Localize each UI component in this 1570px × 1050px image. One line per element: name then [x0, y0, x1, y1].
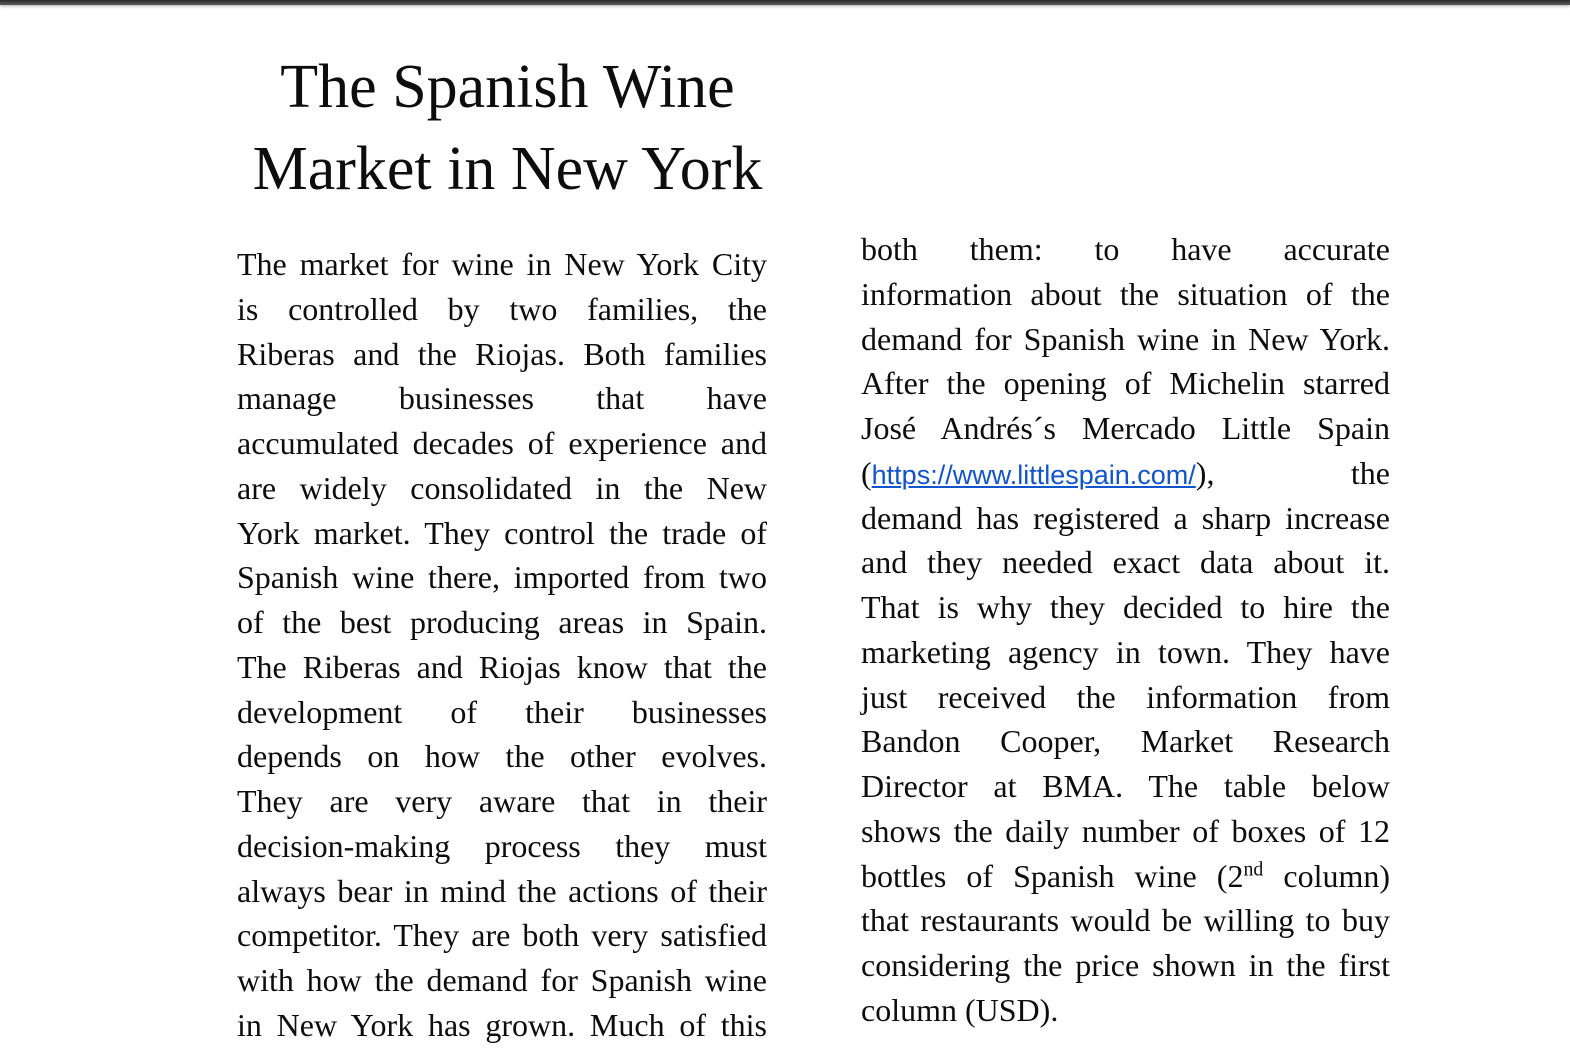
text-line: are widely consolidated in the New: [237, 469, 767, 506]
text-line: both them: to have accurate: [861, 231, 1390, 267]
text-line: demand has registered a sharp increase: [861, 499, 1390, 536]
text-line: marketing agency in town. They have: [861, 633, 1390, 670]
paren-close: ),: [1195, 454, 1215, 491]
text-line: and they needed exact data about it.: [861, 544, 1390, 581]
window-top-edge: [0, 0, 1570, 5]
ordinal-superscript: nd: [1243, 857, 1264, 880]
text-line: Bandon Cooper, Market Research: [861, 723, 1390, 760]
text-line: York market. They control the trade of: [237, 514, 767, 551]
right-column: [861, 227, 1390, 1033]
title-line: Market in New York: [252, 135, 763, 203]
link-line-tail: the: [1350, 454, 1390, 491]
document-title: [237, 46, 778, 210]
text-line: The market for wine in New York City: [237, 246, 767, 282]
text-line-last: column (USD).: [861, 991, 1059, 1028]
text-line: The Riberas and Riojas know that the: [237, 648, 767, 685]
title-line: The Spanish Wine: [280, 53, 735, 121]
text-line: demand for Spanish wine in New York.: [861, 320, 1390, 357]
text-line: shows the daily number of boxes of 12: [861, 812, 1390, 849]
text-line: information about the situation of the: [861, 275, 1390, 312]
text-line: just received the information from: [861, 678, 1390, 715]
littlespain-link[interactable]: https://www.littlespain.com/: [871, 459, 1196, 490]
text-line: that restaurants would be willing to buy: [861, 902, 1390, 939]
text-line: José Andrés´s Mercado Little Spain: [861, 410, 1390, 446]
text-line: competitor. They are both very satisfied: [237, 917, 767, 954]
text-line: always bear in mind the actions of their: [237, 872, 767, 909]
text-line: depends on how the other evolves.: [237, 738, 767, 775]
text-line: They are very aware that in their: [237, 783, 767, 819]
text-line: After the opening of Michelin starred: [861, 365, 1390, 402]
text-line: Riberas and the Riojas. Both families: [237, 335, 767, 372]
sup-line-before: bottles of Spanish wine (2: [861, 857, 1244, 894]
text-line: of the best producing areas in Spain.: [237, 604, 767, 640]
text-line: is controlled by two families, the: [237, 290, 767, 327]
text-line: decision-making process they must: [237, 827, 767, 864]
sup-line-after: column): [1263, 857, 1391, 894]
text-line: That is why they decided to hire the: [861, 589, 1390, 625]
text-line-with-link: [861, 451, 1390, 496]
text-line: considering the price shown in the first: [861, 947, 1390, 983]
text-line: manage businesses that have: [237, 380, 767, 417]
text-line: in New York has grown. Much of this: [237, 1006, 767, 1043]
text-line: accumulated decades of experience and: [237, 425, 767, 461]
text-line: development of their businesses: [237, 693, 767, 730]
paren-open: (: [861, 454, 872, 491]
left-column: [237, 242, 767, 1048]
text-line: Director at BMA. The table below: [861, 768, 1390, 804]
text-line-with-superscript: [861, 854, 1390, 899]
text-line: Spanish wine there, imported from two: [237, 559, 767, 596]
text-line: with how the demand for Spanish wine: [237, 962, 767, 998]
